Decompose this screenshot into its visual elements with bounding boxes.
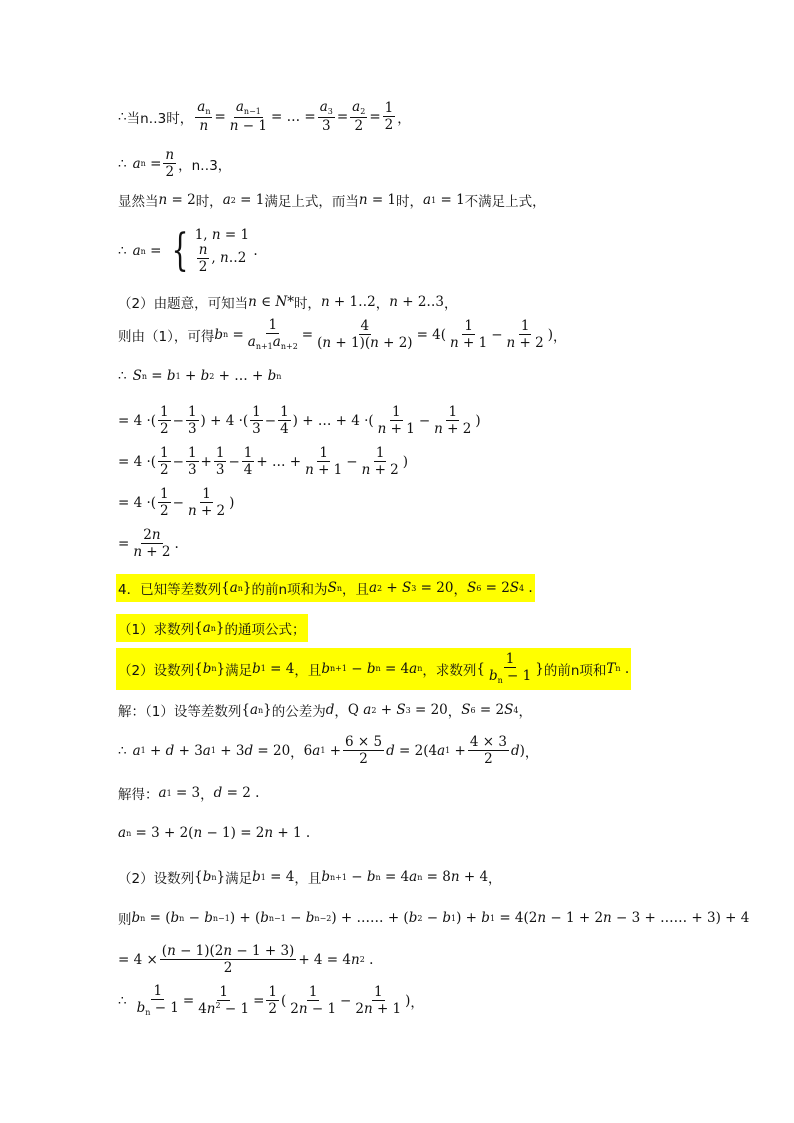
question-4-title: 4．已知等差数列 { a n } 的前n项和为 S n ，且 a 2 + S 3 = 20 ， S 6 = 2 S 4 .: [116, 574, 535, 602]
therefore-symbol: ∴: [118, 155, 127, 172]
text-not-satisfies: 不满足上式，: [464, 194, 546, 210]
q4-title-text: 4．已知等差数列: [118, 582, 222, 598]
line-an-equals-n-over-2: ∴ a n = $\frac{n}{2}$ ， n‥3，: [118, 147, 232, 181]
line-obvious: 显然当 n = 2 时， a 2 = 1 满足上式，而当 n = 1 时， a 1 = 1 不满足上式，: [118, 192, 546, 210]
line-telescoping-1: = 4 ·( $\frac{1}{2}$ − $\frac{1}{3}$ ) + 4 ·( $\frac{1}{3}$ − $\frac{1}{4}$ ) + … + 4 ·( $\frac{1}{n + 1}$ − $\frac{1}{n + 2}$ ): [118, 404, 481, 438]
line-solved: 解得： a 1 = 3 ， d = 2 .: [118, 785, 260, 803]
line-bn-closed: = 4 × $\frac{(n - 1)(2n - 1 + 3)}{2}$ + 4 = 4 n 2 .: [118, 943, 374, 977]
therefore-symbol: ∴: [118, 992, 127, 1009]
therefore-symbol: ∴: [118, 243, 127, 260]
q4-and-text: ，且: [341, 582, 369, 598]
piecewise-brace: { 1, n = 1 $\frac{n}{2}$ , n‥2: [171, 225, 250, 277]
q4-p1-text: （1）求数列: [118, 622, 195, 638]
p2b-intro-text: （2）设数列: [118, 871, 195, 887]
therefore-symbol: ∴: [118, 108, 127, 125]
line-solution-intro: 解：（1）设等差数列 { a n } 的公差为 d ， Q a 2 + S 3 = 20 ， S 6 = 2 S 4 ，: [118, 702, 532, 720]
q4-sum-text: 的前n项和为: [251, 582, 328, 598]
p2b-and-text: ，且: [294, 871, 322, 887]
text-when2: 时，: [293, 296, 321, 312]
line-sn-sum: ∴ S n = b 1 + b 2 + … + b n: [118, 368, 282, 384]
q4-p2-text: （2）设数列: [118, 662, 195, 679]
solve-text: 解得：: [118, 787, 159, 803]
line-telescoping-3: = 4 ·( $\frac{1}{2}$ − $\frac{1}{n + 2}$ ): [118, 486, 235, 520]
then-text: 则: [118, 912, 132, 928]
q4-p2-tail: 的前n项和: [543, 662, 607, 679]
q4-p2-find: ，求数列: [422, 662, 477, 679]
text-then-from1: 则由（1），可得: [118, 328, 215, 345]
sol-intro-text: 解：（1）设等差数列: [118, 704, 242, 720]
therefore-symbol: ∴: [118, 742, 127, 759]
line-bn-expansion: 则 b n = ( b n − b n−1 ) + ( b n−1 − b n−2 ) + …… + ( b 2 − b 1 ) + b 1 = 4(2 n − 1 + 2 n − 3 + …… + 3) + 4: [118, 910, 750, 928]
fraction-a3-over-3: $\frac{a_3}{3}$: [319, 99, 333, 135]
fraction-an-over-n: $\frac{a_n}{n}$: [197, 99, 211, 135]
ellipsis-eq: = … =: [270, 108, 316, 125]
because-symbol: Q: [347, 702, 359, 718]
fraction-an1-over-n1: $\frac{a_{n-1}}{n - 1}$: [229, 99, 267, 135]
question-4-part-2: （2）设数列 { b n } 满足 b 1 = 4 ，且 b n+1 − b n = 4 a n ，求数列 { $\frac{1}{b_n - 1}$ } 的前n项和 T n .: [116, 648, 631, 690]
line-system-eqs: ∴ a 1 + d + 3 a 1 + 3 d = 20 ， 6 a 1 + $\frac{6 \times 5}{2}$ d = 2(4 a 1 + $\frac{4 \times 3}{2}$ d ) ，: [118, 734, 539, 768]
text-n-ge-3: n‥3，: [191, 157, 232, 174]
line-telescoping-2: = 4 ·( $\frac{1}{2}$ − $\frac{1}{3}$ + $\frac{1}{3}$ − $\frac{1}{4}$ + … + $\frac{1}{n + 1}$ − $\frac{1}{n + 2}$ ): [118, 445, 409, 479]
text-part2-intro: （2）由题意，可知当: [118, 296, 249, 312]
text-when: 时，: [195, 194, 223, 210]
line-part2-solution: （2）设数列 { b n } 满足 b 1 = 4 ，且 b n+1 − b n = 4 a n = 8 n + 4 ，: [118, 869, 502, 887]
text-satisfies: 满足上式，而当: [264, 194, 359, 210]
line-an-result: a n = 3 + 2( n − 1) = 2 n + 1 .: [118, 825, 311, 841]
line-reciprocal: ∴ $\frac{1}{b_n - 1}$ = $\frac{1}{4n^2 - 1}$ = $\frac{1}{2}$ ( $\frac{1}{2n - 1}$ − $\frac{1}{2n + 1}$ ) ，: [118, 983, 424, 1018]
line-bn-formula: 则由（1），可得 b n = $\frac{1}{a_{n+1}a_{n+2}}$ = $\frac{4}{(n + 1)(n + 2)}$ = 4( $\frac{1}{n + 1}$ − $\frac{1}{n + 2}$ ) ，: [118, 317, 567, 352]
p2b-sat-text: 满足: [225, 871, 253, 887]
question-4-part-1: （1）求数列 { a n } 的通项公式；: [116, 614, 308, 642]
line-result-sn: = $\frac{2n}{n + 2}$ .: [118, 527, 179, 561]
fraction-n-over-2: $\frac{n}{2}$: [165, 147, 175, 181]
fraction-half: $\frac{1}{2}$: [384, 100, 394, 134]
line-when-n-ge-3: ∴ 当n‥3时， $\frac{a_n}{n}$ = $\frac{a_{n-1}}{n - 1}$ = … = $\frac{a_3}{3}$ = $\frac{a_2}{2}$ = $\frac{1}{2}$ ，: [118, 99, 411, 135]
line-piecewise: ∴ a n = { 1, n = 1 $\frac{n}{2}$ , n‥2 .: [118, 225, 258, 277]
q4-p2-and: ，且: [294, 662, 322, 679]
text-when-n-ge-3: 当n‥3时，: [126, 110, 194, 127]
text-obvious: 显然当: [118, 194, 159, 210]
therefore-symbol: ∴: [118, 368, 127, 384]
line-part2-intro: （2）由题意，可知当 n ∈ N * 时， n + 1‥2 ， n + 2‥3 ，: [118, 294, 458, 312]
q4-p2-sat: 满足: [225, 662, 253, 679]
q4-p1-tail: 的通项公式；: [224, 622, 306, 638]
fraction-a2-over-2: $\frac{a_2}{2}$: [352, 99, 366, 135]
sol-common-text: 的公差为: [271, 704, 326, 720]
